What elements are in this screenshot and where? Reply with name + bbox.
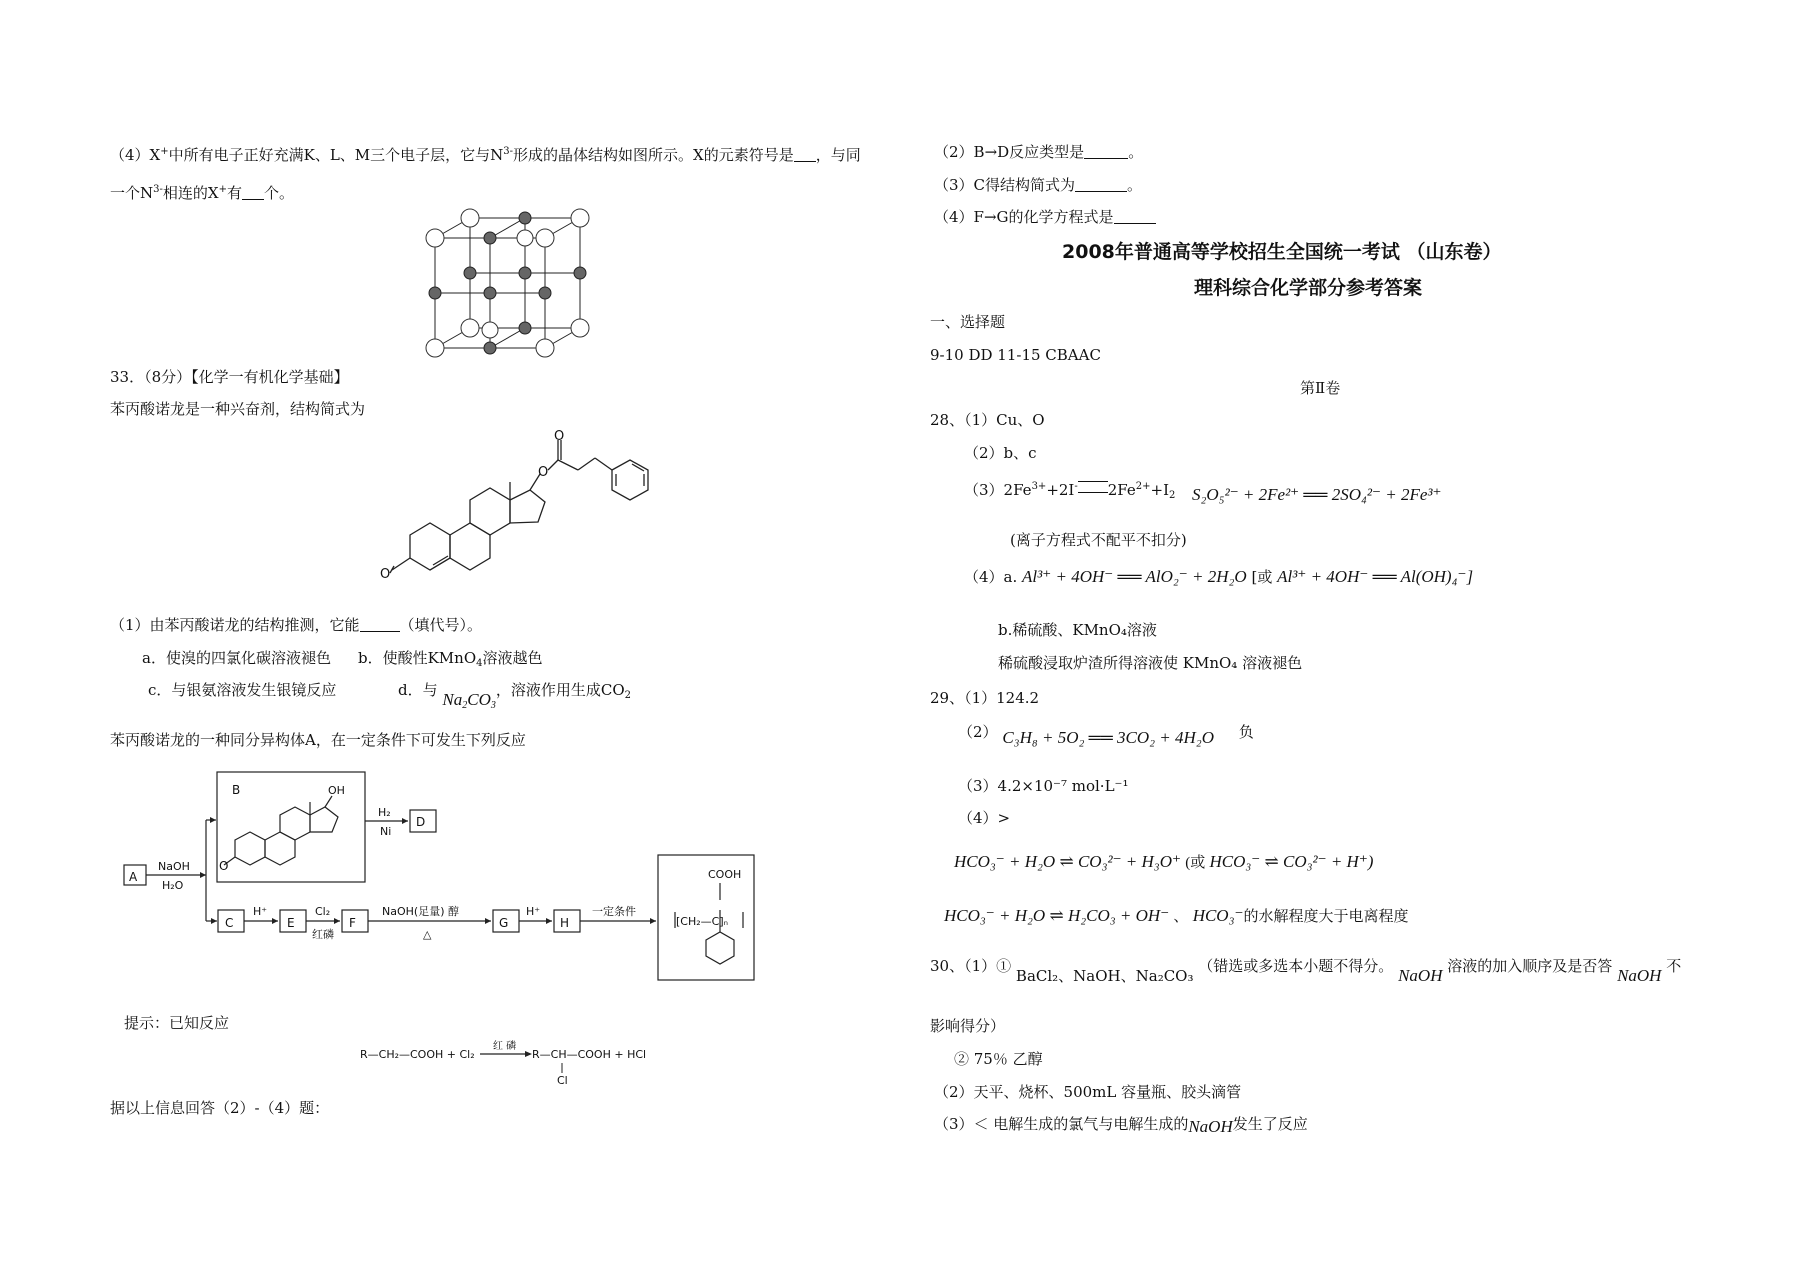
a29-4: （4）> [958,809,1011,827]
a30-1-2: ② 75％ 乙醇 [954,1050,1043,1068]
a30-3: （3）＜ 电解生成的氯气与电解生成的NaOH发生了反应 [934,1115,1308,1136]
svg-text:R—CH—COOH + HCl: R—CH—COOH + HCl [532,1048,647,1061]
a28-4a: （4）a. Al³⁺ + 4OH⁻ ══ AlO₂⁻ + 2H₂O [或 Al³⁺ + 4OH⁻ ══ Al(OH)₄⁻] [964,567,1474,586]
label-cl2: Cl₂ [315,905,331,918]
a29-eq1: HCO₃⁻ + H₂O ⇌ CO₃²⁻ + H₃O⁺ (或 HCO₃⁻ ⇌ CO₃²⁻ + H⁺) [954,852,1374,871]
label-naoh: NaOH [158,860,190,873]
nandrolone-structure [380,430,660,590]
svg-text:O: O [380,567,391,582]
hint-reaction [360,1038,660,1088]
a30-1: 30、（1）① BaCl₂、NaOH、Na₂CO₃ （错选或多选本小题不得分。 NaOH 溶液的加入顺序及是否答 NaOH 不 [930,957,1682,985]
q4-line2: 一个$N^{3-}$相连的X+有 个。 [110,184,294,202]
label-c: C [225,916,234,930]
a28-4b: b.稀硫酸、KMnO₄溶液 [998,621,1157,639]
answer-blank[interactable] [794,147,816,162]
label-h2: H₂ [378,806,391,819]
a28-2: （2）b、c [964,444,1037,462]
label-h: H [560,916,570,930]
label-hplus1: H⁺ [253,905,268,918]
reaction-scheme [110,760,770,990]
a28-3-eq2: S₂O₅²⁻ + 2Fe²⁺ ══ 2SO₄²⁻ + 2Fe³⁺ [1192,485,1442,504]
answer-title: 2008年普通高等学校招生全国统一考试 （山东卷） [1062,241,1502,263]
a29-1: 29、（1）124.2 [930,689,1040,707]
label-o: O [219,859,229,873]
mc-answers: 9-10 DD 11-15 CBAAC [930,346,1101,364]
a29-3: （3）4.2×10⁻⁷ mol·L⁻¹ [958,777,1129,795]
label-g: G [499,916,509,930]
follow-text: 据以上信息回答（2）-（4）题： [110,1099,330,1117]
q4-line1: （4）X+中所有电子正好充满K、L、M三个电子层，它与$N^{3-}$形成的晶体结构如图所示。X的元素符号是 ，与同 [110,146,861,164]
label-honglin: 红磷 [312,928,334,941]
option-a: a．使溴的四氯化碳溶液褪色 [142,649,331,667]
a29-2: （2） C₃H₈ + 5O₂ ══ 3CO₂ + 4H₂O 负 [958,723,1254,747]
label-cooh: COOH [708,868,742,881]
answer-blank[interactable] [360,617,400,632]
svg-text:红 磷: 红 磷 [493,1041,517,1052]
label-d: D [416,815,426,829]
q33-q1: （1）由苯丙酸诺龙的结构推测，它能 （填代号）。 [110,616,483,634]
a28-3: $(3)2Fe^{3+}+2I^-$ $2Fe^{2+}+I_2$ [964,481,1176,501]
option-c: c．与银氨溶液发生银镜反应 [148,681,337,699]
label-b: B [232,783,241,797]
label-naoh-zl: NaOH(足量) 醇 [382,905,459,918]
option-b: b．使酸性KMnO$_4$溶液越色 [358,649,543,669]
label-oh: OH [328,784,345,797]
answer-blank[interactable] [242,185,264,200]
q33-intro: 苯丙酸诺龙是一种兴奋剂，结构简式为 [110,400,366,418]
section-choice: 一、选择题 [930,313,1006,331]
svg-text:O: O [554,429,565,444]
answer-blank[interactable] [1114,209,1156,224]
a29-eq2: HCO₃⁻ + H₂O ⇌ H₂CO₃ + OH⁻ 、 HCO₃⁻的水解程度大于电离程度 [944,906,1409,925]
a30-1-line2: 影响得分） [930,1017,1006,1035]
label-a: A [129,870,138,884]
label-e: E [287,916,295,930]
crystal-structure-figure [420,210,590,350]
a28-note: (离子方程式不配平不扣分) [1010,531,1187,549]
vol2-label: 第Ⅱ卷 [1300,379,1341,397]
label-delta: △ [423,928,432,941]
answer-blank[interactable] [1075,177,1127,192]
answer-blank[interactable] [1084,144,1128,159]
a30-2: （2）天平、烧杯、500mL 容量瓶、胶头滴管 [934,1083,1242,1101]
a28-4b2: 稀硫酸浸取炉渣所得溶液使 KMnO₄ 溶液褪色 [998,654,1303,672]
answer-subtitle: 理科综合化学部分参考答案 [1194,277,1423,299]
q33-header: 33．（8分）【化学一有机化学基础】 [110,368,349,386]
hint-label: 提示：已知反应 [124,1014,230,1032]
label-hplus2: H⁺ [526,905,541,918]
svg-text:O: O [538,465,549,480]
svg-text:R—CH₂—COOH + Cl₂: R—CH₂—COOH + Cl₂ [360,1048,475,1061]
isomer-text: 苯丙酸诺龙的一种同分异构体A，在一定条件下可发生下列反应 [110,731,526,749]
label-yiding: 一定条件 [592,905,636,918]
label-h2o: H₂O [162,879,184,892]
label-polymer: [CH₂—C]ₙ [676,915,729,928]
svg-text:Cl: Cl [557,1074,568,1087]
a28-1: 28、（1）Cu、O [930,411,1045,429]
r-q4: （4）F→G的化学方程式是 [934,207,1156,227]
label-ni: Ni [380,825,392,838]
option-d: d．与 $Na_2CO_3$，溶液作用生成$CO_2$ [398,681,632,711]
label-f: F [349,916,356,930]
r-q2: （2）B→D反应类型是 。 [934,143,1144,161]
r-q3: （3）C得结构简式为 。 [934,176,1143,194]
